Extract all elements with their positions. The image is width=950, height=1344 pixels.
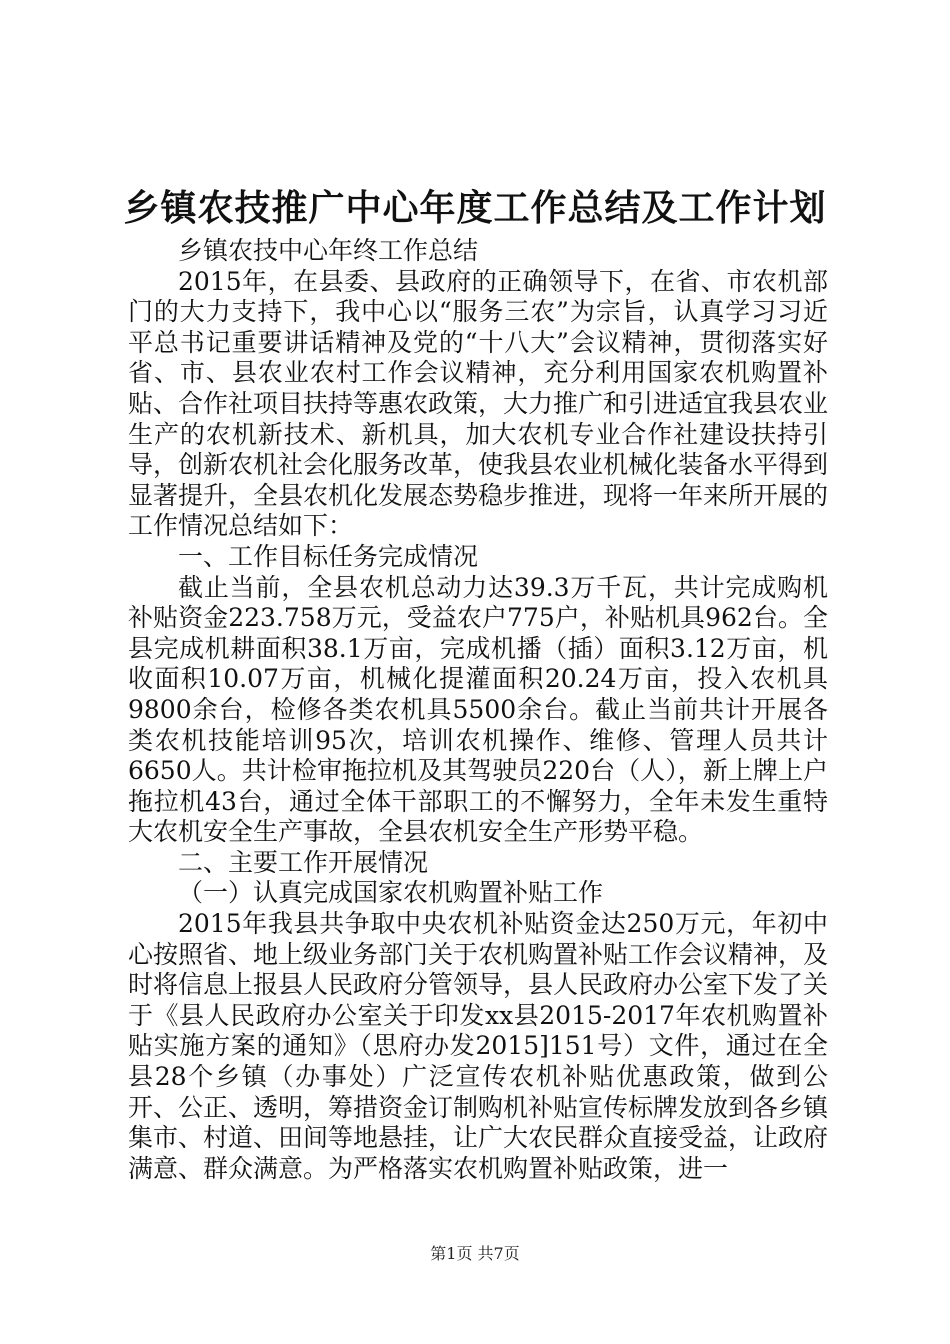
paragraph-targets: 截止当前，全县农机总动力达39.3万千瓦，共计完成购机补贴资金223.758万元，受益农户775户，补贴机具962台。全县完成机耕面积38.1万亩，完成机播（插）面积3.12万亩，机收面积10.07万亩，机械化提灌面积20.24万亩，投入农机具9800余台，检修各类农机具5500余台。截止当前共计开展各类农机技能培训95次，培训农机操作、维修、管理人员共计6650人。共计检审拖拉机及其驾驶员220台（人），新上牌上户拖拉机43台，通过全体干部职工的不懈努力，全年未发生重特大农机安全生产事故，全县农机安全生产形势平稳。 <box>128 572 828 847</box>
subsection-heading-1: （一）认真完成国家农机购置补贴工作 <box>178 878 604 908</box>
paragraph-subsidy: 2015年我县共争取中央农机补贴资金达250万元，年初中心按照省、地上级业务部门关于农机购置补贴工作会议精神，及时将信息上报县人民政府分管领导，县人民政府办公室下发了关于《县人民政府办公室关于印发xx县2015-2017年农机购置补贴实施方案的通知》（思府办发2015]151号）文件，通过在全县28个乡镇（办事处）广泛宣传农机补贴优惠政策，做到公开、公正、透明，筹措资金订制购机补贴宣传标牌发放到各乡镇集市、村道、田间等地悬挂，让广大农民群众直接受益，让政府满意、群众满意。为严格落实农机购置补贴政策，进一 <box>128 909 829 1183</box>
paragraph-intro: 2015年，在县委、县政府的正确领导下，在省、市农机部门的大力支持下，我中心以“服务三农”为宗旨，认真学习习近平总书记重要讲话精神及党的“十八大”会议精神，贯彻落实好省、市、县农业农村工作会议精神，充分利用国家农机购置补贴、合作社项目扶持等惠农政策，大力推广和引进适宜我县农业生产的农机新技术、新机具，加大农机专业合作社建设扶持引导，创新农机社会化服务改革，使我县农业机械化装备水平得到显著提升，全县农机化发展态势稳步推进，现将一年来所开展的工作情况总结如下： <box>128 266 829 541</box>
document-title: 乡镇农技推广中心年度工作总结及工作计划 <box>123 187 827 229</box>
section-heading-2: 二、主要工作开展情况 <box>178 847 429 877</box>
page-footer: 第1页 共7页 <box>430 1244 520 1263</box>
paragraph-subtitle: 乡镇农技中心年终工作总结 <box>178 236 479 265</box>
document-body <box>128 236 828 1184</box>
section-heading-1: 一、工作目标任务完成情况 <box>178 541 479 571</box>
